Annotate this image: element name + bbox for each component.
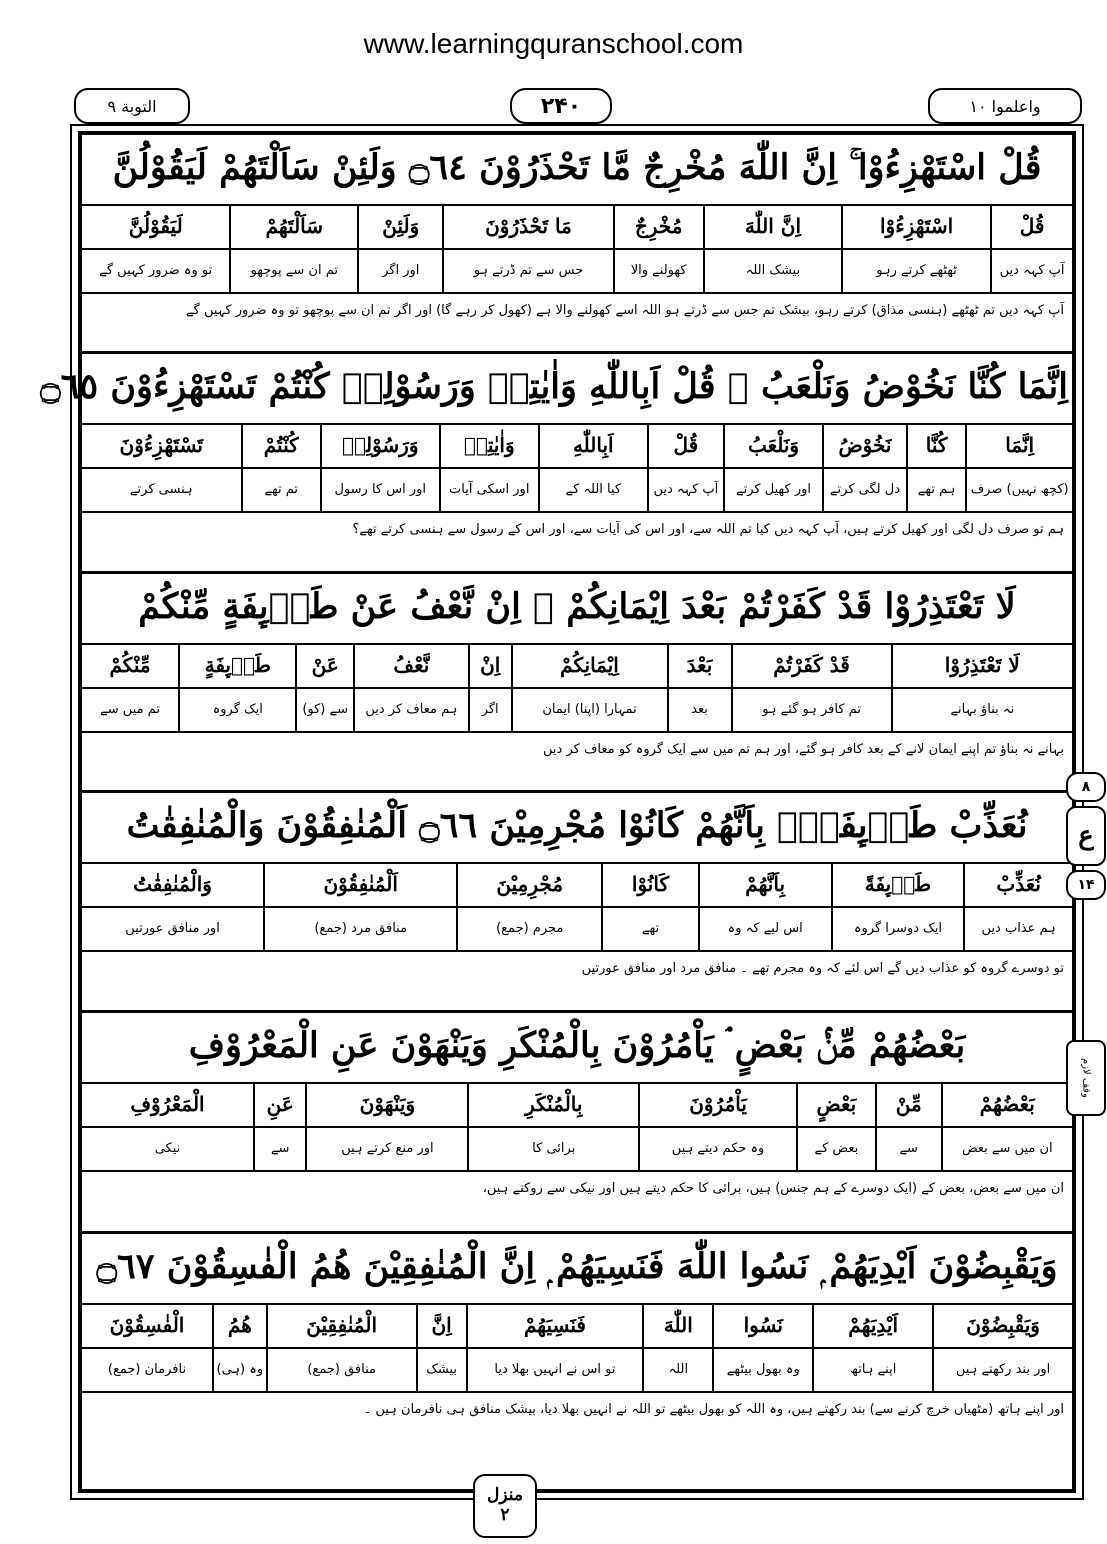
word-row [82,1303,1072,1347]
arabic-word-cell: بَعْضٍ [796,1082,875,1126]
arabic-word-cell: كُنْتُمْ [241,423,320,467]
urdu-gloss-cell: وہ حکم دیتے ہیں [638,1126,796,1170]
arabic-word-cell: اِيْمَانِكُمْ [511,643,667,687]
urdu-gloss-cell: سے [253,1126,306,1170]
ruku-count-badge: ۱۴ [1066,870,1106,900]
arabic-word-cell: عَنِ [253,1082,306,1126]
urdu-gloss-cell: تم ان سے پوچھو [229,248,357,292]
gloss-row [82,1347,1072,1391]
urdu-gloss-cell: ہم معاف کر دیں [353,687,468,731]
ayah-line: قُلْ اسْتَهْزِءُوْا ۚ اِنَّ اللّٰهَ مُخْرِجٌ مَّا تَحْذَرُوْنَ ۝٦٤ وَلَئِنْ سَاَلْتَهُمْ لَيَقُوْلُنَّ [112,147,1042,188]
urdu-gloss-cell: ہم عذاب دیں [963,906,1072,950]
urdu-gloss-cell: سے (کو) [295,687,352,731]
urdu-gloss-cell: بعض کے [796,1126,875,1170]
urdu-gloss-cell: تھے [601,906,698,950]
urdu-gloss-cell: ہنسی کرتے [129,481,193,497]
row-divider [82,571,1072,574]
urdu-gloss-cell: نافرمان (جمع) [107,1361,187,1377]
urdu-gloss-cell: اور کھیل کرتے [723,467,822,511]
gloss-row [82,467,1072,511]
gloss-row [82,248,1072,292]
urdu-gloss-cell: تم میں سے [100,701,160,717]
urdu-gloss-cell: تم کافر ہو گئے ہو [731,687,891,731]
arabic-word-cell: اللّٰهَ [642,1303,712,1347]
urdu-gloss-cell: ایک دوسرا گروہ [831,906,964,950]
ruku-symbol-badge: ع [1066,806,1106,866]
arabic-word-cell: سَاَلْتَهُمْ [229,204,357,248]
translation-line: آپ کہہ دیں تم ٹھٹھے (ہنسی مذاق) کرتے رہو، بیشک تم جس سے ڈرتے ہو اللہ اسے کھولنے والا ہے (کھول کر رہے گا) اور اگر تم ان سے پوچھو تو وہ ضرور کہیں گے [186,303,1064,318]
urdu-gloss-cell: تو وہ ضرور کہیں گے [99,262,213,278]
urdu-gloss-cell: اپنے ہاتھ [812,1347,932,1391]
juz-label: واعلموا ۱۰ [928,88,1082,124]
urdu-gloss-cell: مجرم (جمع) [456,906,601,950]
urdu-gloss-cell: اس لیے کہ وہ [698,906,831,950]
surah-label: التوبة ۹ [74,88,190,124]
row-divider [82,950,1072,952]
arabic-word-cell: وَرَسُوْلِهٖ [320,423,439,467]
arabic-word-cell: نَّعْفُ [353,643,468,687]
arabic-word-cell: اِنْ [468,643,511,687]
arabic-word-cell: وَيَقْبِضُوْنَ [932,1303,1072,1347]
gloss-row [82,906,1072,950]
urdu-gloss-cell: (کچھ نہیں) صرف [965,467,1072,511]
arabic-word-cell: طَاۗىِٕفَةً [831,862,964,906]
ayah-line: بَعْضُهُمْ مِّنْۢ بَعْضٍ ۘ يَاْمُرُوْنَ بِالْمُنْكَرِ وَيَنْهَوْنَ عَنِ الْمَعْرُوْفِ [188,1025,966,1066]
ayah-line: وَيَقْبِضُوْنَ اَيْدِيَهُمْ ۭ نَسُوا اللّٰهَ فَنَسِيَهُمْ ۭ اِنَّ الْمُنٰفِقِيْنَ هُمُ الْفٰسِقُوْنَ ۝٦٧ [96,1246,1058,1287]
word-row [82,204,1072,248]
urdu-gloss-cell: بیشک اللہ [703,248,841,292]
arabic-word-cell: بِالْمُنْكَرِ [467,1082,638,1126]
waqf-mark: وقف لازم [1066,1040,1106,1116]
arabic-word-cell: طَاۗىِٕفَةٍ [178,643,295,687]
row-divider [82,1170,1072,1172]
arabic-word-cell: لَيَقُوْلُنَّ [128,214,183,238]
translation-line: اور اپنے ہاتھ (مٹھیاں خرچ کرنے سے) بند رکھتے ہیں، وہ اللہ کو بھول بیٹھے تو اللہ نے انہیں بھلا دیا، بیشک منافق ہی نافرمان ہیں ۔ [363,1402,1064,1417]
urdu-gloss-cell: بعد [667,687,731,731]
arabic-word-cell: الْفٰسِقُوْنَ [109,1313,185,1337]
urdu-gloss-cell: کیا اللہ کے [538,467,647,511]
word-row [82,423,1072,467]
urdu-gloss-cell: اور اسکی آیات [439,467,538,511]
arabic-word-cell: اَبِاللّٰهِ [538,423,647,467]
urdu-gloss-cell: تم تھے [241,467,320,511]
arabic-word-cell: لَا تَعْتَذِرُوْا [891,643,1072,687]
urdu-gloss-cell: اگر [468,687,511,731]
arabic-word-cell: هُمُ [212,1303,266,1347]
row-divider [82,511,1072,513]
urdu-gloss-cell: منافق مرد (جمع) [263,906,456,950]
gloss-row [82,687,1072,731]
urdu-gloss-cell: نیکی [154,1140,181,1156]
ruku-number-badge: ۸ [1066,772,1106,802]
gloss-row [82,1126,1072,1170]
arabic-word-cell: قُلْ [647,423,723,467]
arabic-word-cell: بَعْدَ [667,643,731,687]
arabic-word-cell: فَنَسِيَهُمْ [466,1303,643,1347]
arabic-word-cell: مِّنْكُمْ [109,653,151,677]
arabic-word-cell: اِنَّ [416,1303,466,1347]
urdu-gloss-cell: اور اس کا رسول [320,467,439,511]
row-divider [82,1391,1072,1393]
arabic-word-cell: قُلْ [990,204,1072,248]
arabic-word-cell: وَيَنْهَوْنَ [305,1082,467,1126]
word-row [82,643,1072,687]
arabic-word-cell: نُعَذِّبْ [963,862,1072,906]
arabic-word-cell: مُجْرِمِيْنَ [456,862,601,906]
urdu-gloss-cell: تو اس نے انہیں بھلا دیا [466,1347,643,1391]
arabic-word-cell: وَالْمُنٰفِقٰتُ [133,872,212,896]
arabic-word-cell: الْمَعْرُوْفِ [130,1092,205,1116]
ayah-line: اِنَّمَا كُنَّا نَخُوْضُ وَنَلْعَبُ ۭ قُلْ اَبِاللّٰهِ وَاٰيٰتِهٖ وَرَسُوْلِهٖ كُنْتُمْ تَسْتَهْزِءُوْنَ ۝٦٥ [40,366,1068,407]
translation-line: بہانے نہ بناؤ تم اپنے ایمان لانے کے بعد کافر ہو گئے، اور ہم تم میں سے ایک گروہ کو معاف کر دیں [543,742,1064,757]
urdu-gloss-cell: ہم تھے [906,467,965,511]
manzil-badge [473,1474,537,1538]
row-divider [82,1010,1072,1013]
arabic-word-cell: نَسُوا [712,1303,812,1347]
urdu-gloss-cell: ایک گروہ [178,687,295,731]
arabic-word-cell: مِّنْ [875,1082,941,1126]
arabic-word-cell: بَعْضُهُمْ [941,1082,1072,1126]
translation-line: تو دوسرے گروہ کو عذاب دیں گے اس لئے کہ وہ مجرم تھے ۔ منافق مرد اور منافق عورتیں [581,961,1064,976]
row-divider [82,1231,1072,1234]
site-url[interactable]: www.learningquranschool.com [363,28,744,59]
arabic-word-cell: اِنَّ اللّٰهَ [703,204,841,248]
urdu-gloss-cell: اور منافق عورتیں [125,920,220,936]
translation-line: ہم تو صرف دل لگی اور کھیل کرتے ہیں، آپ کہہ دیں کیا تم اللہ سے، اور اس کی آیات سے، اور اس کے رسول سے ہنسی کرتے تھے؟ [352,522,1064,537]
arabic-word-cell: اِنَّمَا [965,423,1072,467]
manzil-label: منزل [487,1485,523,1506]
urdu-gloss-cell: اور بند رکھتے ہیں [932,1347,1072,1391]
arabic-word-cell: وَاٰيٰتِهٖ [439,423,538,467]
arabic-word-cell: عَنْ [295,643,352,687]
ayah-line: لَا تَعْتَذِرُوْا قَدْ كَفَرْتُمْ بَعْدَ اِيْمَانِكُمْ ۭ اِنْ نَّعْفُ عَنْ طَاۗىِٕفَةٍ مِّنْكُمْ [138,586,1016,627]
urdu-gloss-cell: اور منع کرتے ہیں [305,1126,467,1170]
arabic-word-cell: اسْتَهْزِءُوْا [841,204,990,248]
urdu-gloss-cell: ان میں سے بعض [941,1126,1072,1170]
page-number: ۲۴۰ [510,88,612,124]
arabic-word-cell: مُخْرِجٌ [613,204,703,248]
urdu-gloss-cell: ٹھٹھے کرتے رہو [841,248,990,292]
arabic-word-cell: يَاْمُرُوْنَ [638,1082,796,1126]
arabic-word-cell: تَسْتَهْزِءُوْنَ [119,433,203,457]
arabic-word-cell: اَيْدِيَهُمْ [812,1303,932,1347]
arabic-word-cell: كَانُوْا [601,862,698,906]
row-divider [82,731,1072,733]
urdu-gloss-cell: آپ کہہ دیں [990,248,1072,292]
arabic-word-cell: كُنَّا [906,423,965,467]
arabic-word-cell: بِاَنَّهُمْ [698,862,831,906]
arabic-word-cell: وَنَلْعَبُ [723,423,822,467]
urdu-gloss-cell: جس سے تم ڈرتے ہو [442,248,612,292]
urdu-gloss-cell: نہ بناؤ بہانے [891,687,1072,731]
urdu-gloss-cell: اللہ [642,1347,712,1391]
translation-line: ان میں سے بعض، بعض کے (ایک دوسرے کے ہم جنس) ہیں، برائی کا حکم دیتے ہیں اور نیکی سے روکتے ہیں، [482,1181,1064,1196]
urdu-gloss-cell: سے [875,1126,941,1170]
urdu-gloss-cell: کھولنے والا [613,248,703,292]
manzil-number: ۲ [500,1505,510,1525]
urdu-gloss-cell: وہ بھول بیٹھے [712,1347,812,1391]
arabic-word-cell: وَلَئِنْ [357,204,442,248]
row-divider [82,790,1072,793]
urdu-gloss-cell: آپ کہہ دیں [647,467,723,511]
arabic-word-cell: نَخُوْضُ [822,423,906,467]
urdu-gloss-cell: دل لگی کرتے [822,467,906,511]
ayah-line: نُعَذِّبْ طَاۗىِٕفَةًۢ بِاَنَّهُمْ كَانُوْا مُجْرِمِيْنَ ۝٦٦ اَلْمُنٰفِقُوْنَ وَالْمُنٰفِقٰتُ [126,805,1028,846]
arabic-word-cell: اَلْمُنٰفِقُوْنَ [263,862,456,906]
word-row [82,1082,1072,1126]
urdu-gloss-cell: بیشک [416,1347,466,1391]
word-row [82,862,1072,906]
arabic-word-cell: الْمُنٰفِقِيْنَ [266,1303,416,1347]
row-divider [82,292,1072,294]
row-divider [82,351,1072,354]
arabic-word-cell: مَا تَحْذَرُوْنَ [442,204,612,248]
urdu-gloss-cell: منافق (جمع) [266,1347,416,1391]
urdu-gloss-cell: وہ (ہی) [212,1347,266,1391]
urdu-gloss-cell: برائی کا [467,1126,638,1170]
arabic-word-cell: قَدْ كَفَرْتُمْ [731,643,891,687]
urdu-gloss-cell: اور اگر [357,248,442,292]
urdu-gloss-cell: تمہارا (اپنا) ایمان [511,687,667,731]
